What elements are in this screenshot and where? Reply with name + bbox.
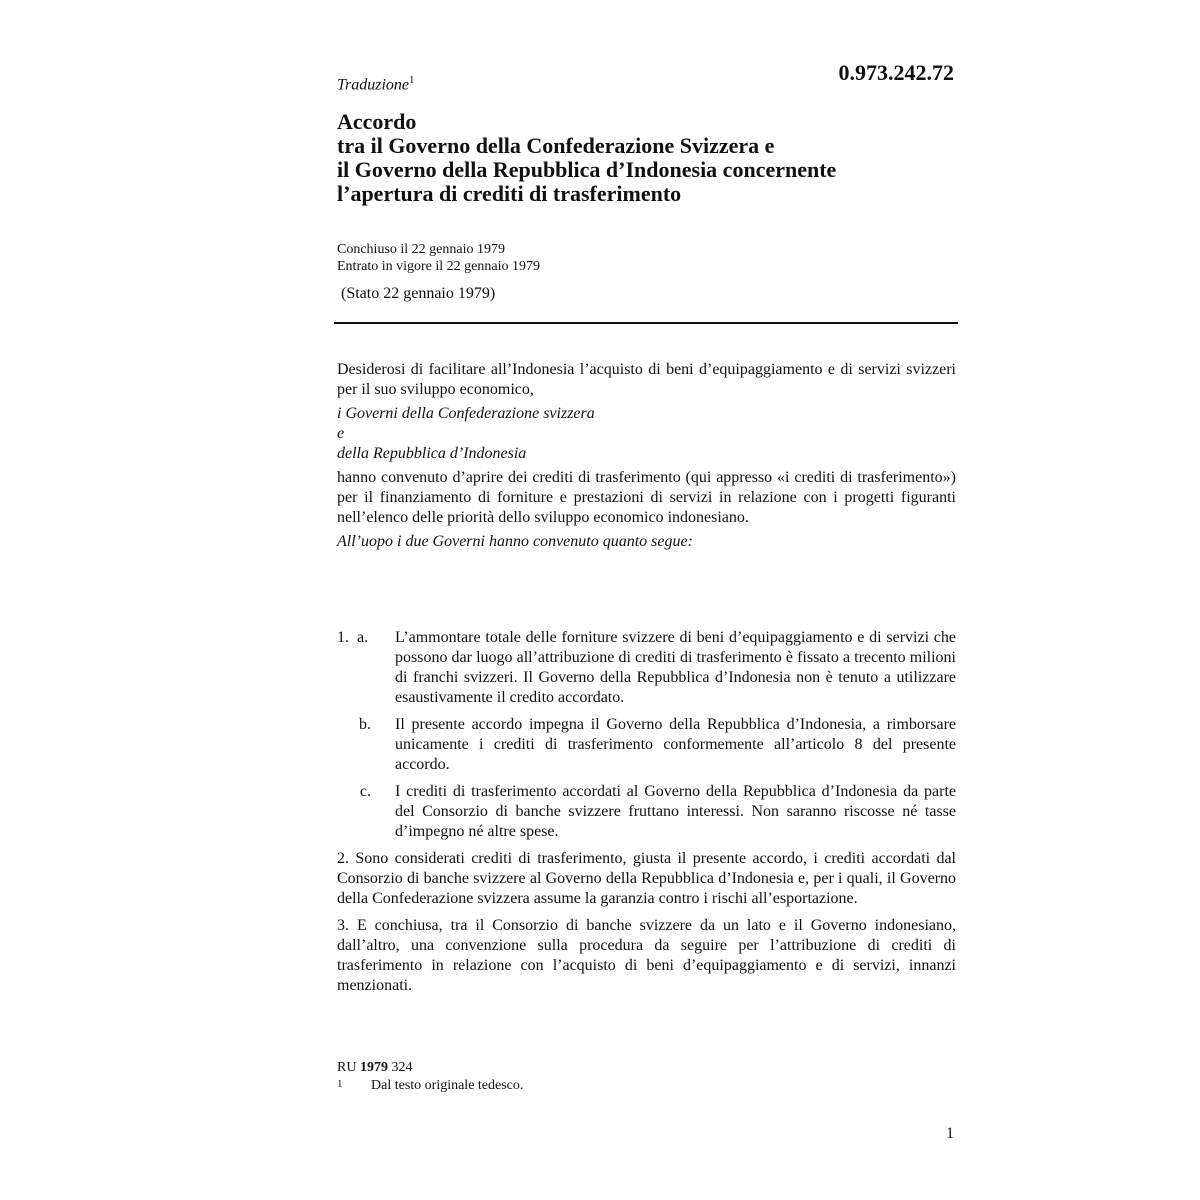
preamble-agreement: All’uopo i due Governi hanno convenuto quanto segue: bbox=[337, 533, 693, 550]
article-2: 2. Sono considerati crediti di trasferimento, giusta il presente accordo, i crediti accordati dal Consorzio di banche svizzere al Governo della Repubblica d’Indonesia e, per i quali, il Governo della Confederazione svizzera assume la garanzia contro i rischi all’esportazione. bbox=[337, 850, 956, 907]
translation-label bbox=[337, 74, 415, 94]
list-item-text: L’ammontare totale delle forniture svizzere di beni d’equipaggiamento e di servizi che possono dar luogo all’attribuzione di crediti di trasferimento è fissato a trecento milioni di franchi svizzeri. Il Governo della Repubblica d’Indonesia non è tenuto a utilizzare esaustivamente il credito accordato. bbox=[395, 629, 956, 706]
article-1-item-b bbox=[337, 715, 956, 775]
concluded-date: Conchiuso il 22 gennaio 1979 bbox=[337, 242, 505, 257]
list-marker bbox=[337, 628, 368, 648]
title-line: tra il Governo della Confederazione Svizzera e bbox=[337, 133, 775, 158]
preamble-paragraph: hanno convenuto d’aprire dei crediti di trasferimento (qui appresso «i crediti di trasferimento») per il finanziamento di forniture e prestazioni di servizi in relazione con i progetti figuranti nell’elenco delle priorità dello sviluppo economico indonesiano. bbox=[337, 469, 956, 526]
article-3: 3. E conchiusa, tra il Consorzio di banche svizzere da un lato e il Governo indonesiano, dall’altro, una convenzione sulla procedura da seguire per l’attribuzione di crediti di trasferimento in relazione con l’acquisto di beni d’equipaggiamento e di servizi, innanzi menzionati. bbox=[337, 917, 956, 994]
list-marker: c. bbox=[359, 783, 371, 800]
document-header bbox=[337, 60, 956, 100]
ru-page: 324 bbox=[391, 1060, 413, 1075]
title-line: Accordo bbox=[337, 109, 417, 134]
item-letter: a. bbox=[357, 629, 369, 646]
footnote bbox=[337, 1077, 956, 1095]
preamble-party: della Repubblica d’Indonesia bbox=[337, 445, 527, 462]
article-1-item-c bbox=[337, 782, 956, 842]
list-item-text: Il presente accordo impegna il Governo della Repubblica d’Indonesia, a rimborsare unicamente i crediti di trasferimento conformemente all’articolo 8 del presente accordo. bbox=[395, 716, 956, 773]
document-footer bbox=[337, 1059, 956, 1095]
list-marker: b. bbox=[359, 716, 371, 733]
list-item-text: I crediti di trasferimento accordati al Governo della Repubblica d’Indonesia da parte del Consorzio di banche svizzere fruttano interessi. Non saranno riscosse né tasse d’impegno né altre spese. bbox=[395, 783, 956, 840]
footnote-reference: 1 bbox=[409, 74, 415, 86]
footnote-mark: 1 bbox=[337, 1078, 343, 1090]
articles bbox=[337, 628, 956, 1003]
footnote-text: Dal testo originale tedesco. bbox=[371, 1078, 524, 1093]
official-compilation-ref bbox=[337, 1059, 956, 1077]
document-title bbox=[337, 110, 956, 206]
in-force-date: Entrato in vigore il 22 gennaio 1979 bbox=[337, 259, 540, 274]
article-number: 1. bbox=[337, 629, 349, 646]
preamble bbox=[337, 360, 956, 552]
ru-year: 1979 bbox=[359, 1060, 388, 1075]
preamble-party: i Governi della Confederazione svizzera bbox=[337, 405, 595, 422]
page-number: 1 bbox=[946, 1125, 954, 1142]
preamble-paragraph: Desiderosi di facilitare all’Indonesia l’acquisto di beni d’equipaggiamento e di servizi svizzeri per il suo sviluppo economico, bbox=[337, 361, 956, 398]
title-line: l’apertura di crediti di trasferimento bbox=[337, 181, 682, 206]
preamble-conjunction: e bbox=[337, 425, 345, 442]
ru-prefix: RU bbox=[337, 1060, 357, 1075]
article-1-item-a bbox=[337, 628, 956, 708]
translation-text: Traduzione bbox=[337, 76, 410, 94]
document-meta bbox=[337, 241, 956, 275]
title-line: il Governo della Repubblica d’Indonesia concernente bbox=[337, 157, 837, 182]
header-divider bbox=[334, 322, 958, 324]
sr-number: 0.973.242.72 bbox=[838, 60, 954, 85]
status-date: (Stato 22 gennaio 1979) bbox=[341, 285, 496, 302]
